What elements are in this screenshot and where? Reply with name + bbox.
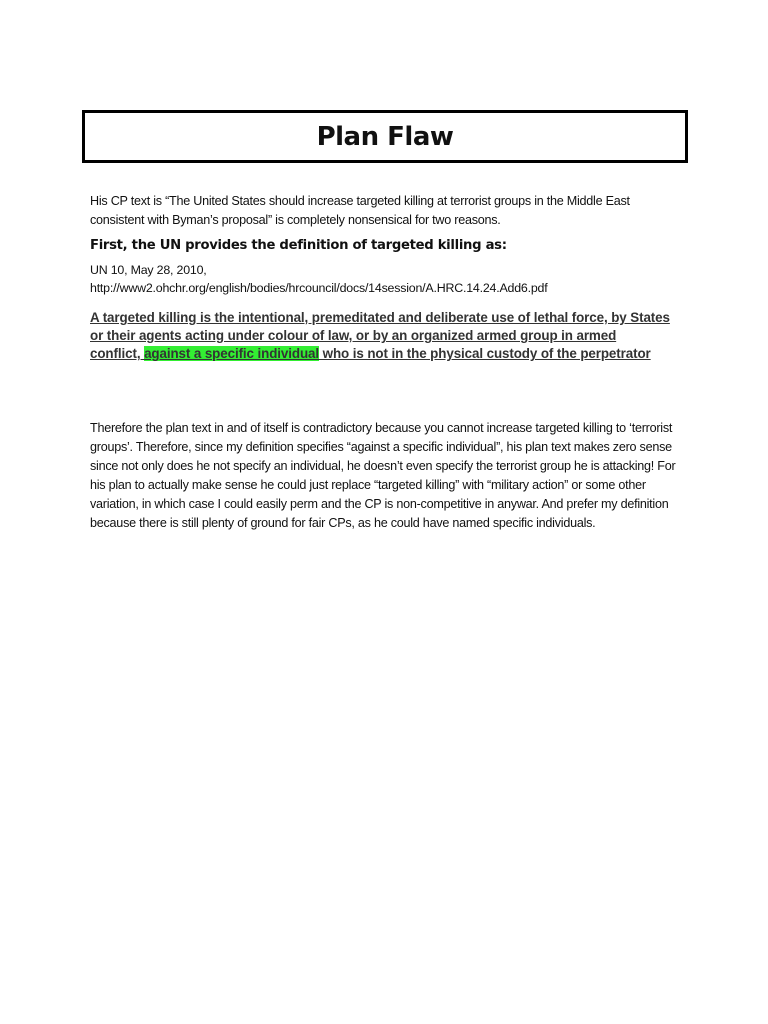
citation-source: UN 10, May 28, 2010, — [90, 263, 207, 277]
intro-paragraph: His CP text is “The United States should increase targeted killing at terrorist groups in the Middle East consistent with Byman’s proposal” is completely nonsensical for two reasons. — [90, 194, 630, 227]
section-heading: First, the UN provides the definition of targeted killing as: — [90, 238, 507, 253]
quote-text-before: A targeted killing is the intentional, premeditated and deliberate use of lethal force, by States or their agents acting under colour of law, or by an organized armed group in armed conflict, — [90, 310, 670, 361]
citation-url: http://www2.ohchr.org/english/bodies/hrcouncil/docs/14session/A.HRC.14.24.Add6.pdf — [90, 281, 548, 295]
page-title: Plan Flaw — [316, 121, 454, 152]
quote-highlight: against a specific individual — [144, 346, 320, 361]
title-box — [82, 110, 688, 163]
argument-paragraph: Therefore the plan text in and of itself is contradictory because you cannot increase targeted killing to ‘terrorist groups’. Therefore, since my definition specifies “against a specific individual”, his plan text makes zero sense since not only does he not specify an individual, he doesn’t even specify the terrorist group he is attacking! For his plan to actually make sense he could just replace “targeted killing” with “military action” or some other variation, in which case I could easily perm and the CP is non-competitive in anywar. And prefer my definition because there is still plenty of ground for fair CPs, as he could have named specific individuals. — [90, 421, 676, 530]
quote-text-after: who is not in the physical custody of the perpetrator — [319, 346, 651, 361]
definition-quote — [90, 309, 670, 363]
